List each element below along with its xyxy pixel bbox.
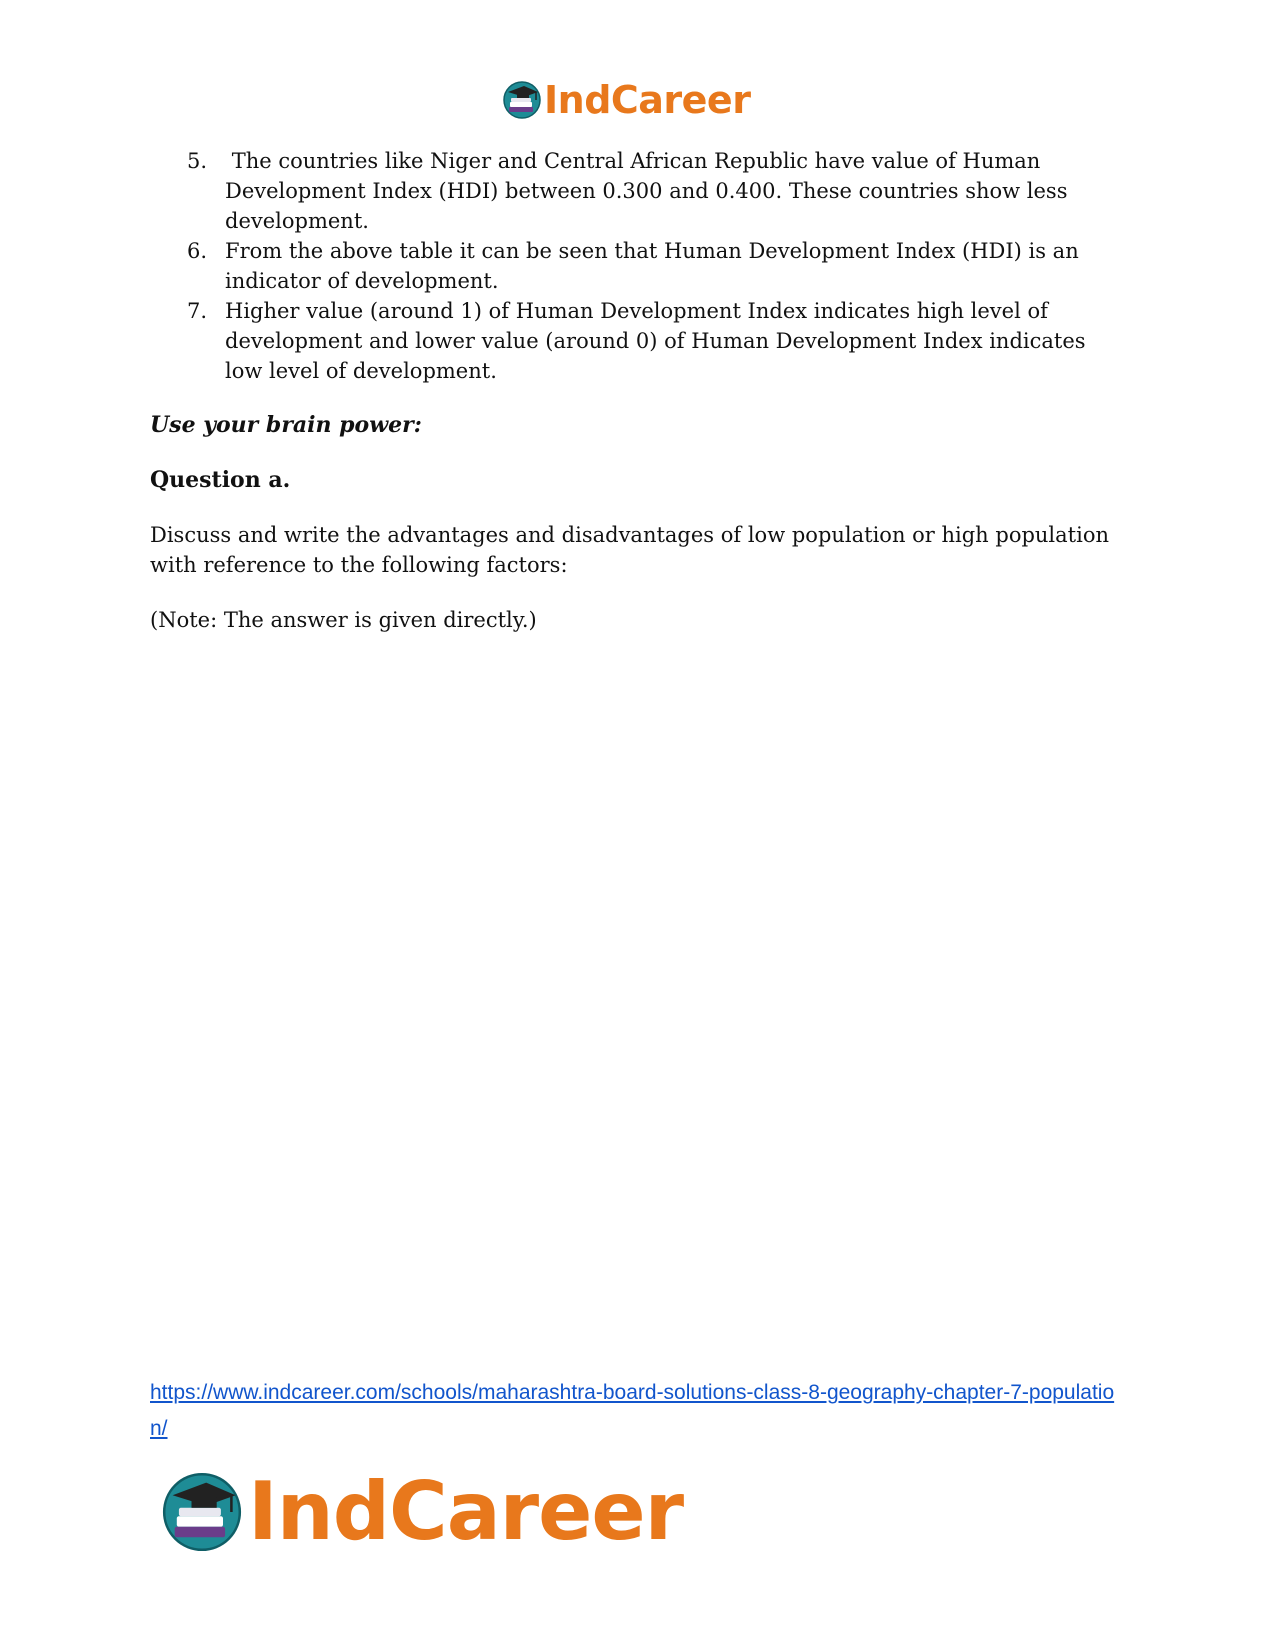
list-item-number: 6. <box>187 239 208 263</box>
numbered-list <box>150 146 1100 386</box>
list-item-text: The countries like Niger and Central African Republic have value of Human Development Index (HDI) between 0.300 and 0.400. These countries show less development. <box>225 149 1075 233</box>
answer-note: (Note: The answer is given directly.) <box>150 608 537 632</box>
question-text: Discuss and write the advantages and disadvantages of low population or high population with reference to the following factors: <box>150 523 1109 577</box>
section-heading: Use your brain power: <box>150 412 422 438</box>
list-item-text: Higher value (around 1) of Human Development Index indicates high level of development and lower value (around 0) of Human Development Index indicates low level of development. <box>225 299 1086 383</box>
graduation-books-icon <box>160 1470 244 1554</box>
list-item-text: From the above table it can be seen that Human Development Index (HDI) is an indicator of development. <box>225 239 1079 293</box>
footer-logo-text: IndCareer <box>248 1465 684 1558</box>
footer-logo <box>160 1466 683 1558</box>
header-logo-text: IndCareer <box>544 78 751 122</box>
list-item <box>150 296 1100 386</box>
question-label: Question a. <box>150 467 291 493</box>
list-item-number: 7. <box>187 299 208 323</box>
header-logo <box>502 78 750 122</box>
graduation-books-icon <box>502 80 542 120</box>
source-link[interactable]: https://www.indcareer.com/schools/maharashtra-board-solutions-class-8-geography-chapter-7-population/ <box>150 1381 1115 1440</box>
list-item <box>150 146 1100 236</box>
list-item <box>150 236 1100 296</box>
list-item-number: 5. <box>187 149 208 173</box>
